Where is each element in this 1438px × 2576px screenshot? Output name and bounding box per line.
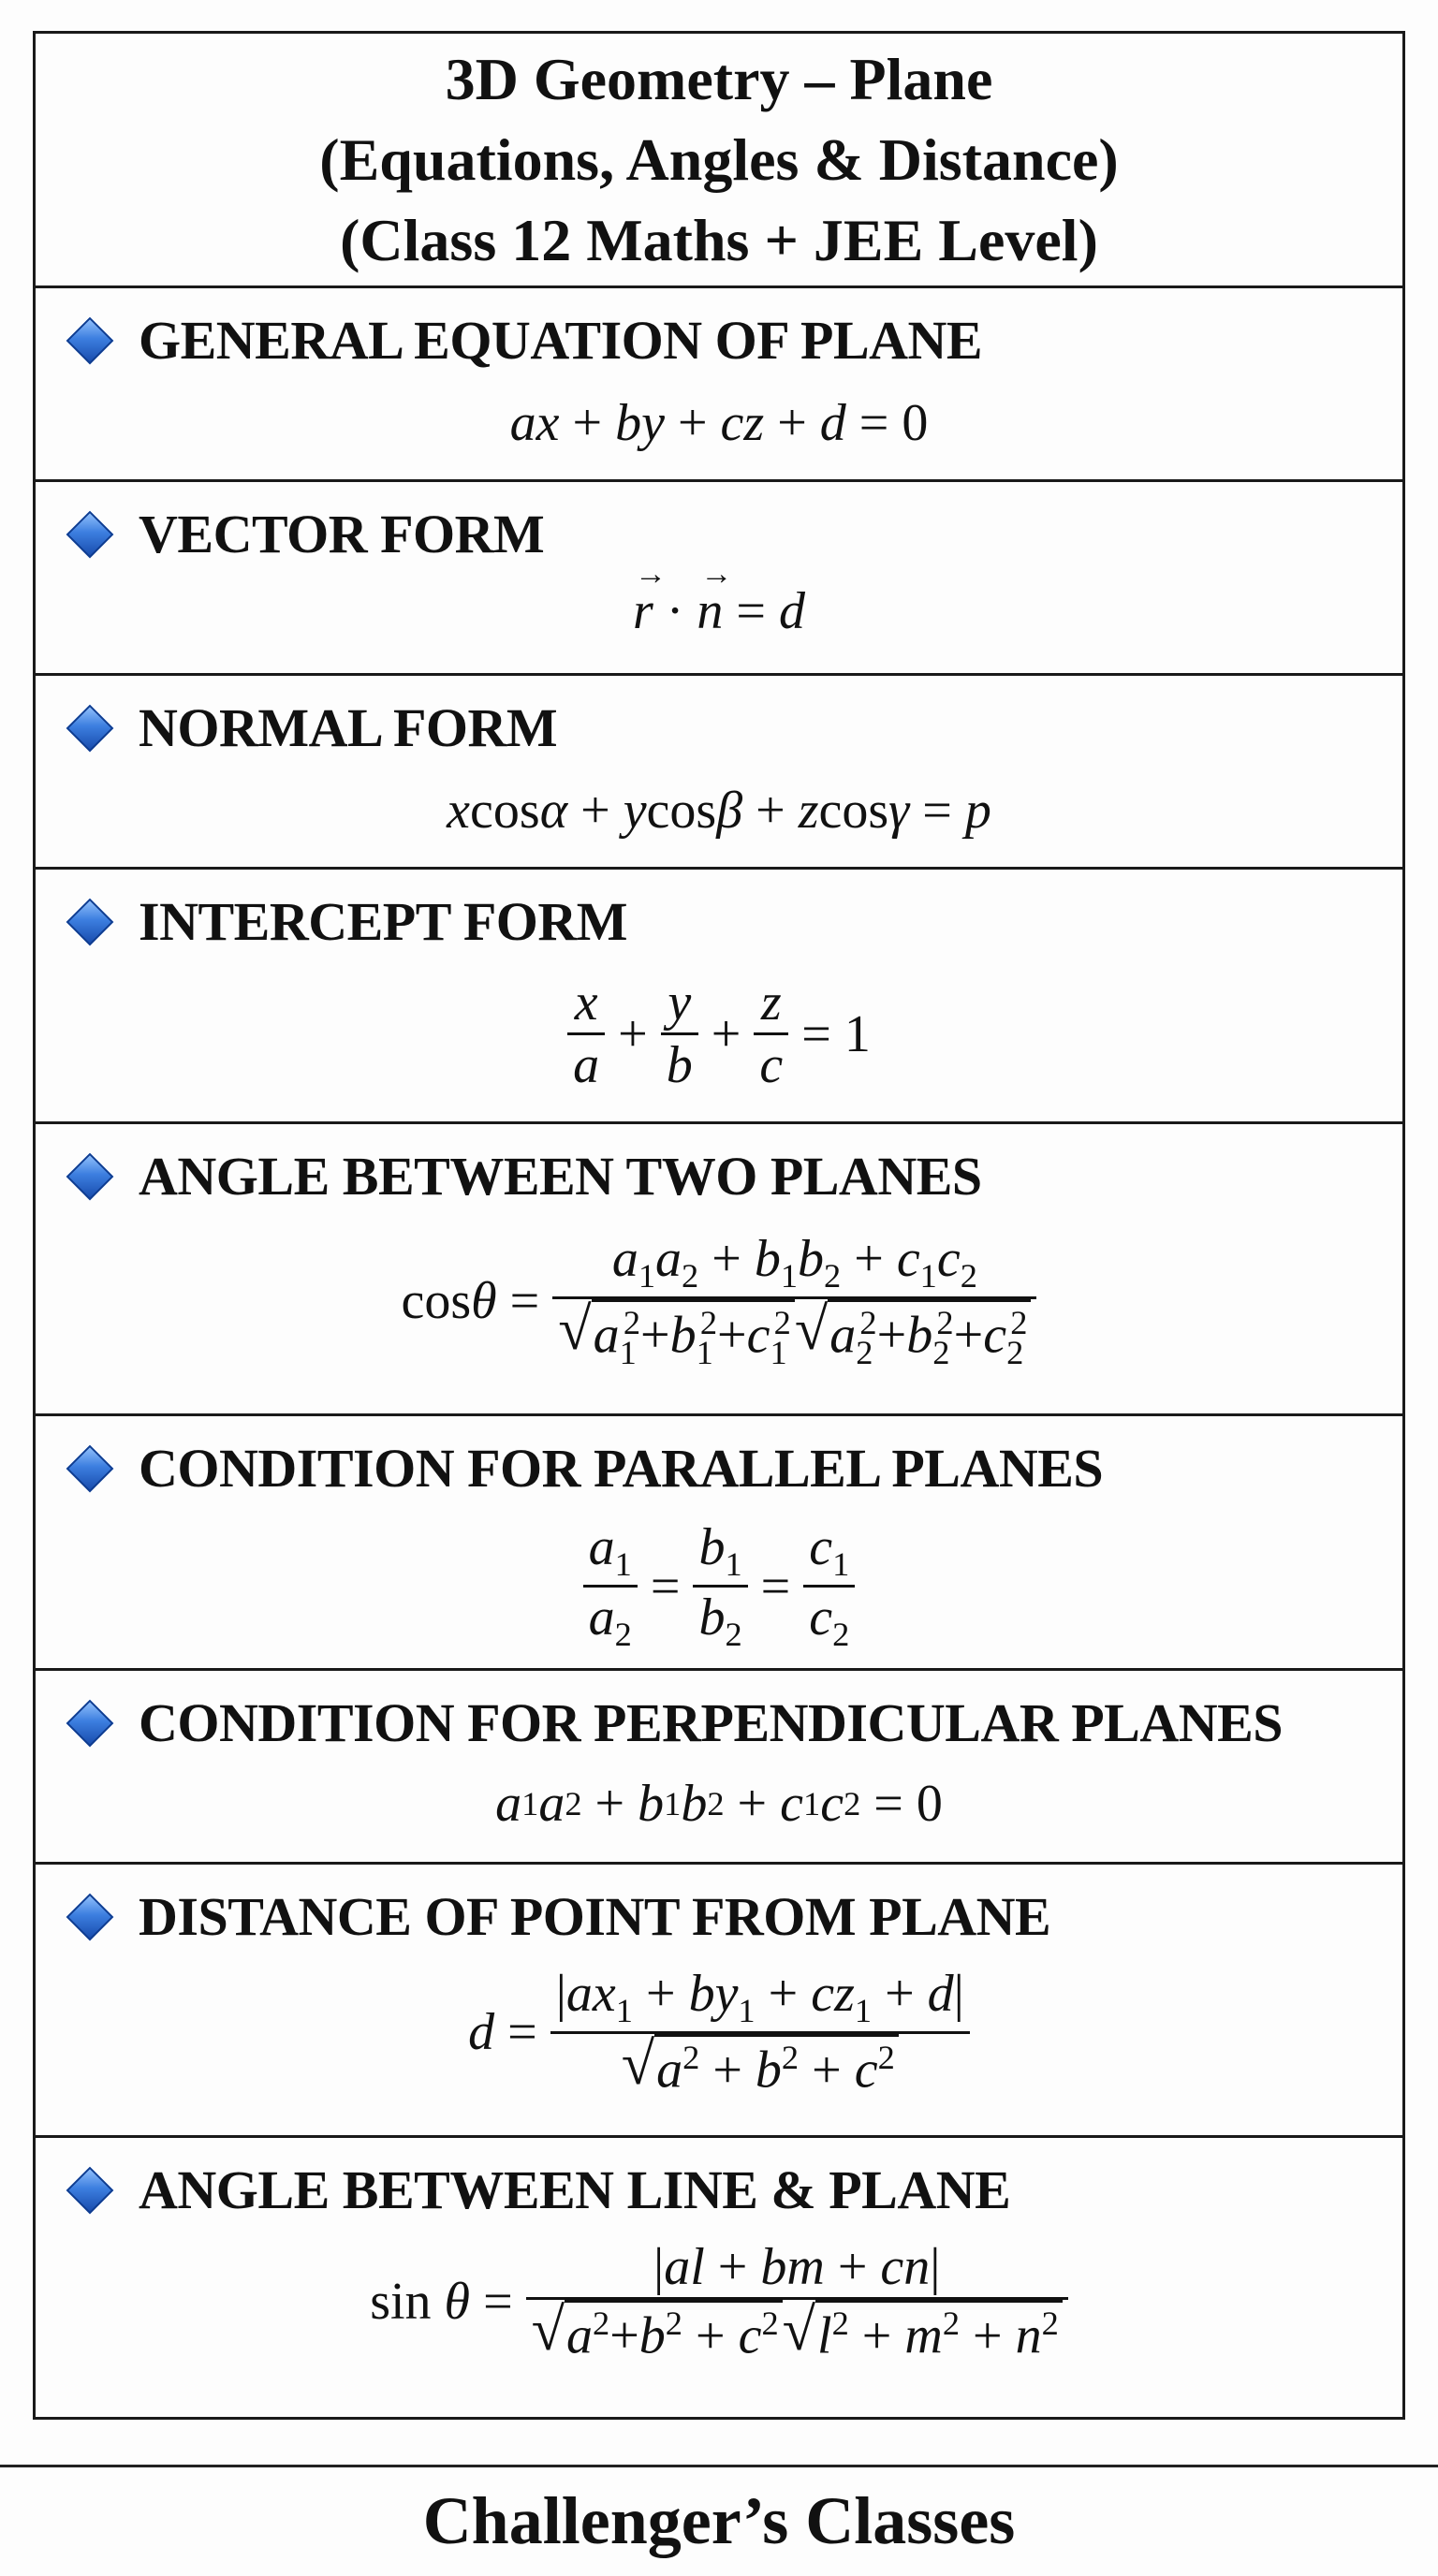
formula-general: ax + by + cz + d = 0 bbox=[509, 394, 929, 452]
section-angle-line-plane bbox=[36, 2138, 1402, 2417]
section-parallel-planes bbox=[36, 1416, 1402, 1671]
section-heading: ANGLE BETWEEN LINE & PLANE bbox=[139, 2159, 1011, 2220]
section-vector-form bbox=[36, 482, 1402, 676]
blue-diamond-icon bbox=[66, 1893, 114, 1940]
formula-parallel: $\frac{a_1}{a_2}$ = $\frac{b_1}{b_2}$ = $\frac{c_1}{c_2}$ bbox=[36, 1517, 1402, 1655]
section-heading: GENERAL EQUATION OF PLANE bbox=[139, 310, 983, 371]
section-intercept-form bbox=[36, 870, 1402, 1124]
formula-intercept: $\frac{x}{a}$ + $\frac{y}{b}$ + $\frac{z}{c}$ = 1 bbox=[36, 973, 1402, 1096]
formula-perpendicular: a 1 a 2 + b 1 b 2 + c 1 c 2 = 0 bbox=[495, 1775, 943, 1833]
section-heading: ANGLE BETWEEN TWO PLANES bbox=[139, 1146, 982, 1207]
section-heading: CONDITION FOR PARALLEL PLANES bbox=[139, 1438, 1104, 1499]
blue-diamond-icon bbox=[66, 898, 114, 945]
blue-diamond-icon bbox=[66, 704, 114, 752]
blue-diamond-icon bbox=[66, 1699, 114, 1747]
title-line-3: (Class 12 Maths + JEE Level) bbox=[340, 206, 1098, 273]
title-line-1: 3D Geometry – Plane bbox=[445, 45, 993, 112]
title-block bbox=[36, 34, 1402, 288]
formula-sheet bbox=[33, 31, 1405, 2420]
title-line-2: (Equations, Angles & Distance) bbox=[319, 125, 1119, 193]
section-general-equation bbox=[36, 288, 1402, 482]
blue-diamond-icon bbox=[66, 316, 114, 364]
formula-distance: d = $|ax_1 + by_1 + cz_1 + d|$ √ $a^2 + b^2 + c^2$ bbox=[36, 1964, 1402, 2100]
blue-diamond-icon bbox=[66, 510, 114, 558]
blue-diamond-icon bbox=[66, 1444, 114, 1492]
blue-diamond-icon bbox=[66, 1152, 114, 1200]
formula-angle-line-plane: sin θ = |al + bm + cn| √ $a^2+b^2 + c^2$ √ $l^2 + m^2 + n^2$ bbox=[36, 2237, 1402, 2366]
section-heading: VECTOR FORM bbox=[139, 504, 545, 564]
section-normal-form bbox=[36, 676, 1402, 870]
formula-normal: x cos α + y cos β + z cos γ = p bbox=[447, 782, 991, 840]
section-distance-point bbox=[36, 1865, 1402, 2138]
section-angle-planes bbox=[36, 1124, 1402, 1416]
formula-vector: r → · n → = d bbox=[632, 557, 806, 640]
section-perpendicular-planes bbox=[36, 1671, 1402, 1865]
section-heading: DISTANCE OF POINT FROM PLANE bbox=[139, 1886, 1051, 1947]
footer-divider bbox=[0, 2465, 1438, 2467]
blue-diamond-icon bbox=[66, 2166, 114, 2214]
formula-angle-planes: cos θ = $a_1a_2 + b_1b_2 + c_1c_2$ √ $a_1^2+b_1^2+c_1^2$ √ $a_2^2+b_2^2+c_2^2$ bbox=[36, 1229, 1402, 1373]
section-heading: INTERCEPT FORM bbox=[139, 891, 628, 952]
section-heading: NORMAL FORM bbox=[139, 697, 558, 758]
footer-brand: Challenger’s Classes bbox=[422, 2483, 1016, 2558]
section-heading: CONDITION FOR PERPENDICULAR PLANES bbox=[139, 1692, 1284, 1753]
